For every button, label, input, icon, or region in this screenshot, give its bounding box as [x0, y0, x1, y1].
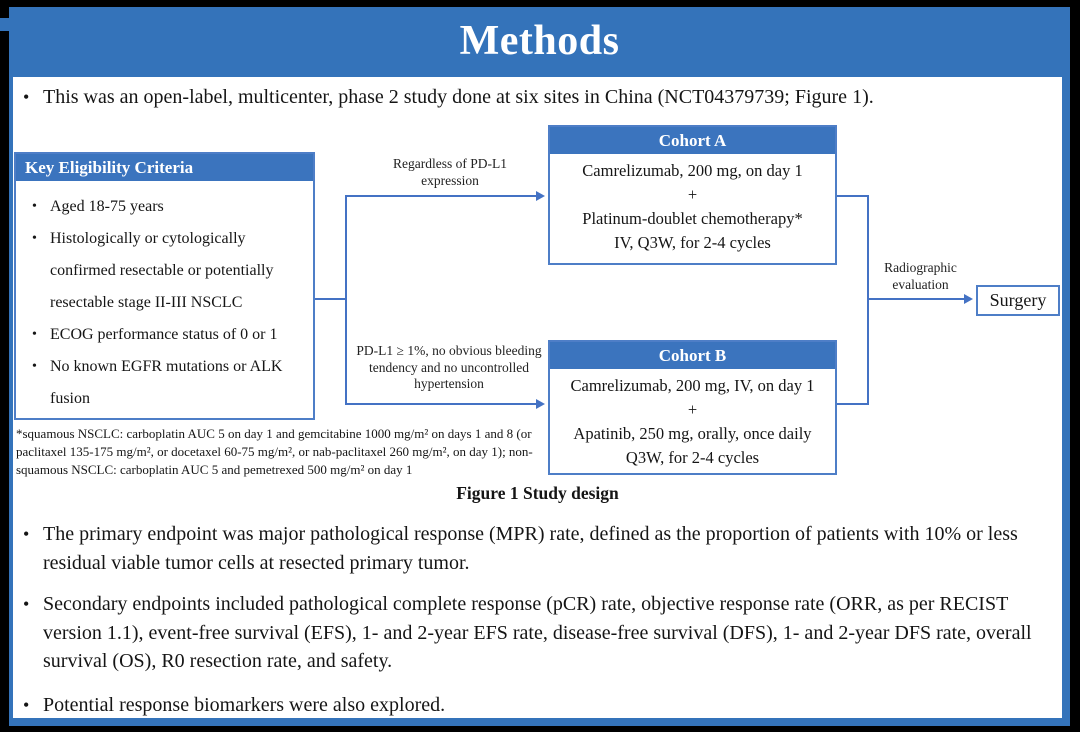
- eligibility-list: [16, 181, 313, 415]
- cohort-b-line: +: [687, 400, 698, 419]
- arrow-to-surgery: [867, 298, 971, 300]
- eligibility-item-text: Histologically or cytologically confirmed resectable or potentially resectable stage II-III NSCLC: [50, 230, 274, 311]
- cohort-a-line: +: [687, 185, 698, 204]
- surgery-box: [976, 285, 1060, 316]
- arrow-to-cohort-b: [345, 403, 543, 405]
- radiographic-evaluation-label: Radiographic evaluation: [884, 260, 957, 292]
- figure-caption: Figure 1 Study design: [456, 483, 619, 503]
- list-item: [32, 223, 305, 319]
- connector-eligibility-out: [315, 298, 346, 300]
- cohort-b-header: Cohort B: [550, 342, 835, 369]
- eligibility-item-text: ECOG performance status of 0 or 1: [50, 326, 278, 343]
- figure-footnote: *squamous NSCLC: carboplatin AUC 5 on day 1 and gemcitabine 1000 mg/m² on days 1 and 8 (or paclitaxel 135-175 mg/m², or docetaxel 60-75 mg/m², or nab-paclitaxel 260 mg/m², on day 1); non-squamous NSCLC: carboplatin AUC 5 and pemetrexed 500 mg/m² on day 1: [16, 426, 533, 477]
- cohort-a-line: Camrelizumab, 200 mg, on day 1: [582, 161, 803, 180]
- cohort-b-box: [548, 340, 837, 475]
- slide: [9, 7, 1070, 726]
- eligibility-item-text: Aged 18-75 years: [50, 198, 164, 215]
- slide-title-bar: [9, 7, 1070, 74]
- branch-label-cohort-b: PD-L1 ≥ 1%, no obvious bleeding tendency and no uncontrolled hypertension: [356, 343, 542, 391]
- arrow-to-cohort-a: [345, 195, 543, 197]
- eligibility-header: Key Eligibility Criteria: [16, 154, 313, 181]
- cohort-a-box: [548, 125, 837, 265]
- connector-branch-vertical: [345, 195, 347, 405]
- list-item: [32, 351, 305, 415]
- connector-merge-vertical: [867, 195, 869, 405]
- bullet-marker: •: [32, 231, 37, 246]
- bullet-marker: •: [23, 87, 30, 107]
- branch-label-cohort-a: Regardless of PD-L1 expression: [393, 156, 507, 188]
- cohort-b-line: Apatinib, 250 mg, orally, once daily: [573, 424, 812, 443]
- bullet-marker: •: [23, 594, 30, 614]
- bullet-marker: •: [32, 199, 37, 214]
- cohort-a-line: Platinum-doublet chemotherapy*: [582, 209, 803, 228]
- cohort-b-line: Q3W, for 2-4 cycles: [625, 448, 760, 467]
- connector-cohort-b-out: [837, 403, 869, 405]
- cohort-b-body: [550, 369, 835, 470]
- bullet-text: This was an open-label, multicenter, phase 2 study done at six sites in China (NCT04379739; Figure 1).: [43, 86, 874, 108]
- bullet-secondary-endpoints: [21, 590, 1061, 676]
- bullet-text: Secondary endpoints included pathological complete response (pCR) rate, objective response rate (ORR, as per RECIST version 1.1), event-free survival (EFS), 1- and 2-year EFS rate, disease-free survival (DFS), 1- and 2-year DFS rate, overall survival (OS), R0 resection rate, and safety.: [43, 593, 1032, 672]
- bullet-study-overview: [21, 83, 1061, 112]
- bullet-marker: •: [23, 695, 30, 715]
- bullet-marker: •: [32, 359, 37, 374]
- surgery-label: Surgery: [989, 290, 1047, 310]
- bullet-marker: •: [23, 524, 30, 544]
- list-item: [32, 191, 305, 223]
- bullet-marker: •: [32, 327, 37, 342]
- list-item: [32, 319, 305, 351]
- eligibility-box: [14, 152, 315, 420]
- eligibility-item-text: No known EGFR mutations or ALK fusion: [50, 358, 283, 407]
- bullet-primary-endpoint: [21, 520, 1061, 577]
- page-title: Methods: [459, 17, 620, 64]
- connector-cohort-a-out: [837, 195, 869, 197]
- cohort-b-line: Camrelizumab, 200 mg, IV, on day 1: [570, 376, 815, 395]
- cohort-a-header: Cohort A: [550, 127, 835, 154]
- slide-edge-notch: [0, 18, 9, 31]
- cohort-a-line: IV, Q3W, for 2-4 cycles: [614, 233, 771, 252]
- cohort-a-body: [550, 154, 835, 255]
- bullet-text: The primary endpoint was major pathological response (MPR) rate, defined as the proportion of patients with 10% or less residual viable tumor cells at resected primary tumor.: [43, 523, 1018, 574]
- slide-content: [13, 77, 1062, 718]
- bullet-text: Potential response biomarkers were also explored.: [43, 694, 446, 716]
- bullet-biomarkers: [21, 691, 1061, 720]
